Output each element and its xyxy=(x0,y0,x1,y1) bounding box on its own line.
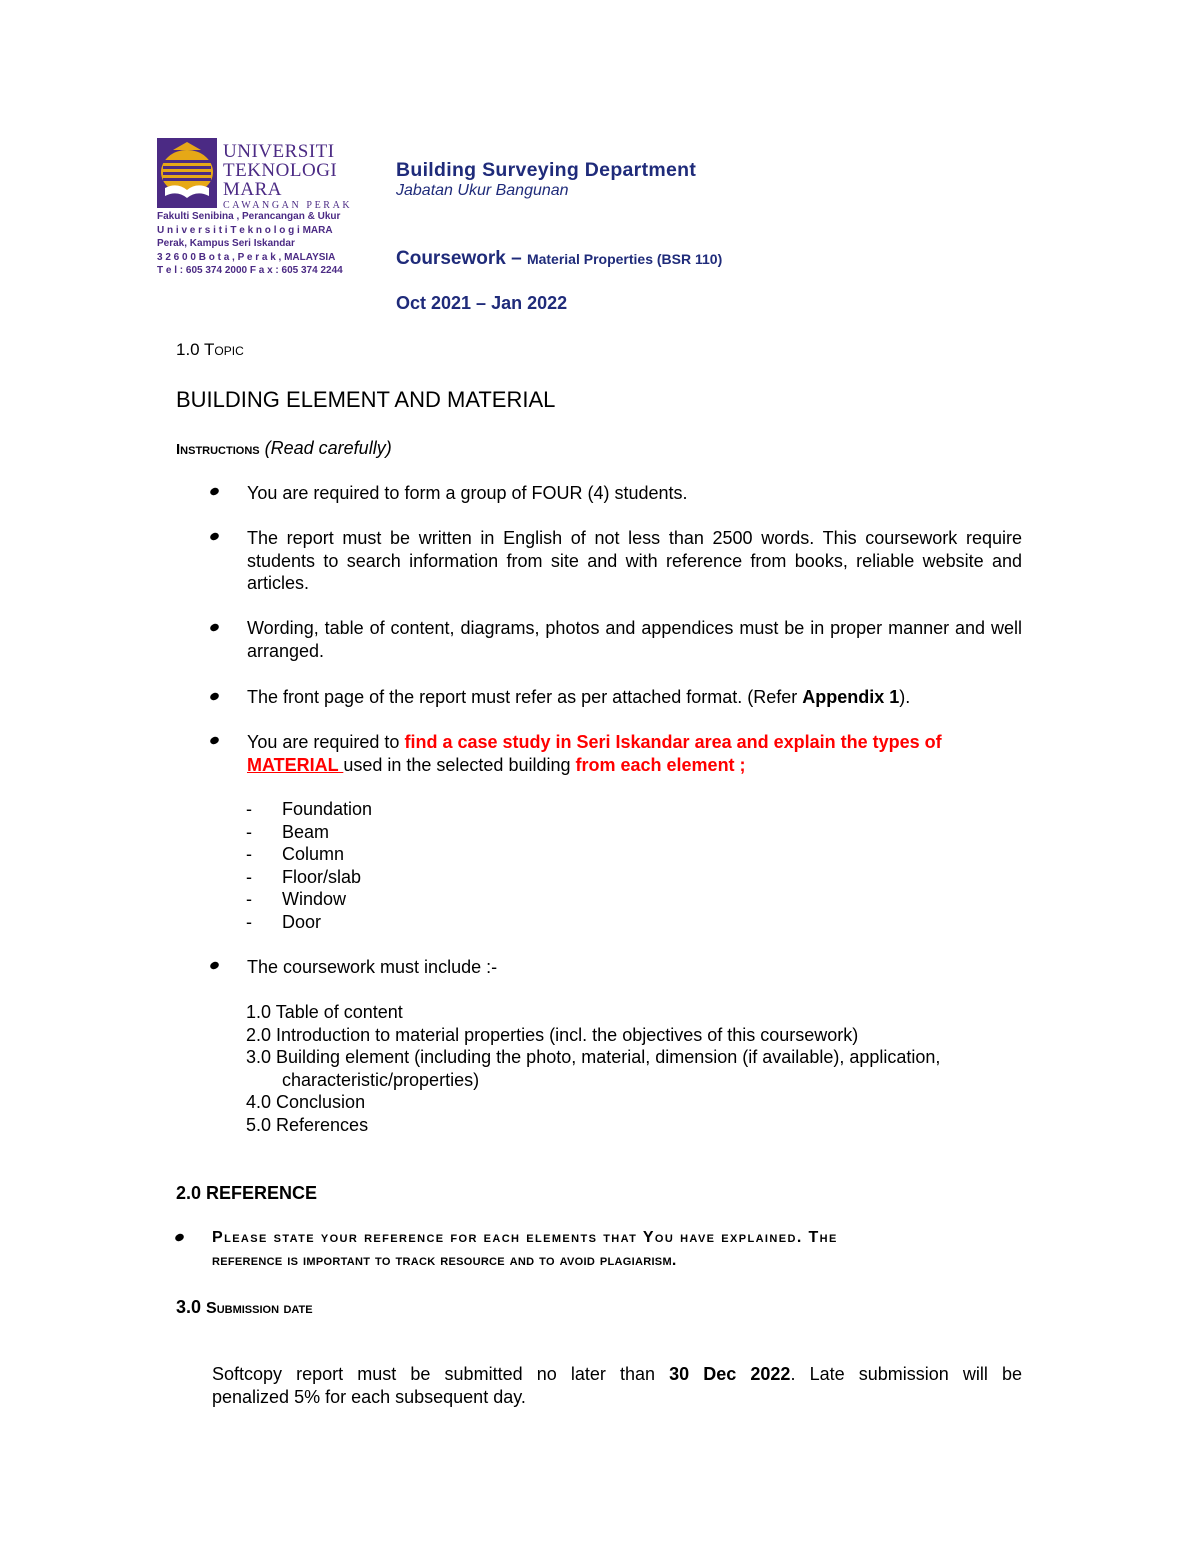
department-name: Building Surveying Department xyxy=(396,159,697,181)
faculty-line: T e l : 605 374 2000 F a x : 605 374 2244 xyxy=(157,265,343,277)
instruction-item: Wording, table of content, diagrams, photos and appendices must be in proper manner and well arranged. xyxy=(247,618,1022,661)
campus-name: CAWANGAN PERAK xyxy=(223,200,353,211)
element-list-item: - Floor/slab xyxy=(246,867,362,887)
reference-note-line-1: Please state your reference for each elements that You have explained. The xyxy=(212,1229,838,1246)
bullet-icon xyxy=(209,691,220,701)
submission-text: Softcopy report must be submitted no later than xyxy=(212,1364,670,1384)
instruction-text: You are required to xyxy=(247,732,405,752)
highlight-text: from each element ; xyxy=(575,755,746,775)
university-name-line-2: TEKNOLOGI xyxy=(223,160,338,181)
include-item: 2.0 Introduction to material properties (incl. the objectives of this coursework) xyxy=(246,1025,859,1045)
reference-note-line-2: reference is important to track resource and to avoid plagiarism. xyxy=(212,1252,677,1269)
faculty-line: U n i v e r s i t i T e k n o l o g i MARA xyxy=(157,224,333,236)
faculty-line: 3 2 6 0 0 B o t a , P e r a k , MALAYSIA xyxy=(157,251,336,263)
bullet-icon xyxy=(209,622,220,632)
element-list-item: - Beam xyxy=(246,822,330,842)
instruction-item xyxy=(247,686,910,709)
bullet-icon xyxy=(209,735,220,745)
include-item: 3.0 Building element (including the photo, material, dimension (if available), application, xyxy=(246,1047,941,1067)
instruction-text: The front page of the report must refer as per attached format. (Refer xyxy=(247,687,803,707)
coursework-label: Coursework – xyxy=(396,248,527,269)
uitm-crest-icon xyxy=(157,138,217,208)
instruction-item-case-study-line-2 xyxy=(247,754,746,777)
submission-heading xyxy=(176,1296,313,1321)
bullet-icon xyxy=(209,960,220,970)
topic-title: BUILDING ELEMENT AND MATERIAL xyxy=(176,387,556,412)
reference-heading: 2.0 REFERENCE xyxy=(176,1183,318,1203)
bullet-icon xyxy=(209,531,220,541)
submission-deadline: 30 Dec 2022 xyxy=(669,1364,791,1384)
instructions-label: Instructions xyxy=(176,441,260,458)
university-name-line-1: UNIVERSITI xyxy=(223,141,335,162)
appendix-ref: Appendix 1 xyxy=(802,687,900,707)
include-item-continuation: characteristic/properties) xyxy=(282,1070,480,1090)
submission-line-1 xyxy=(212,1363,1022,1386)
instruction-item: The report must be written in English of not less than 2500 words. This coursework require students to search information from site and with reference from books, reliable website and articles. xyxy=(247,528,1022,593)
highlight-material: MATERIAL xyxy=(247,755,344,775)
department-name-malay: Jabatan Ukur Bangunan xyxy=(396,182,569,199)
instruction-item: You are required to form a group of FOUR (4) students. xyxy=(247,483,688,503)
submission-heading-number: 3.0 xyxy=(176,1297,207,1317)
instruction-text: used in the selected building xyxy=(343,755,576,775)
submission-heading-text: Submission date xyxy=(206,1300,313,1317)
bullet-icon xyxy=(209,486,220,496)
instructions-heading xyxy=(176,437,392,462)
element-list-item: - Column xyxy=(246,844,345,864)
submission-line-2: penalized 5% for each subsequent day. xyxy=(212,1387,526,1407)
include-item: 4.0 Conclusion xyxy=(246,1092,366,1112)
highlight-text: find a case study in Seri Iskandar area and explain the types of xyxy=(404,732,942,752)
include-item: 1.0 Table of content xyxy=(246,1002,403,1022)
element-list-item: - Window xyxy=(246,889,347,909)
topic-heading: 1.0 Topic xyxy=(176,340,244,359)
faculty-line: Fakulti Senibina , Perancangan & Ukur xyxy=(157,211,341,222)
faculty-address xyxy=(157,210,367,278)
instruction-item-case-study xyxy=(247,731,1022,754)
course-name: Material Properties (BSR 110) xyxy=(526,251,723,267)
submission-text-end: . Late submission will be xyxy=(790,1364,1022,1384)
include-intro: The coursework must include :- xyxy=(247,957,498,977)
session-dates: Oct 2021 – Jan 2022 xyxy=(396,293,568,313)
instructions-note: (Read carefully) xyxy=(264,438,392,458)
university-name-line-3: MARA xyxy=(223,179,283,200)
instruction-text-end: ). xyxy=(899,687,911,707)
element-list-item: - Foundation xyxy=(246,799,373,819)
include-item: 5.0 References xyxy=(246,1115,369,1135)
coursework-title xyxy=(396,248,722,270)
bullet-icon xyxy=(174,1232,185,1242)
university-logo xyxy=(157,138,377,278)
element-list-item: - Door xyxy=(246,912,322,932)
faculty-line: Perak, Kampus Seri Iskandar xyxy=(157,238,295,250)
